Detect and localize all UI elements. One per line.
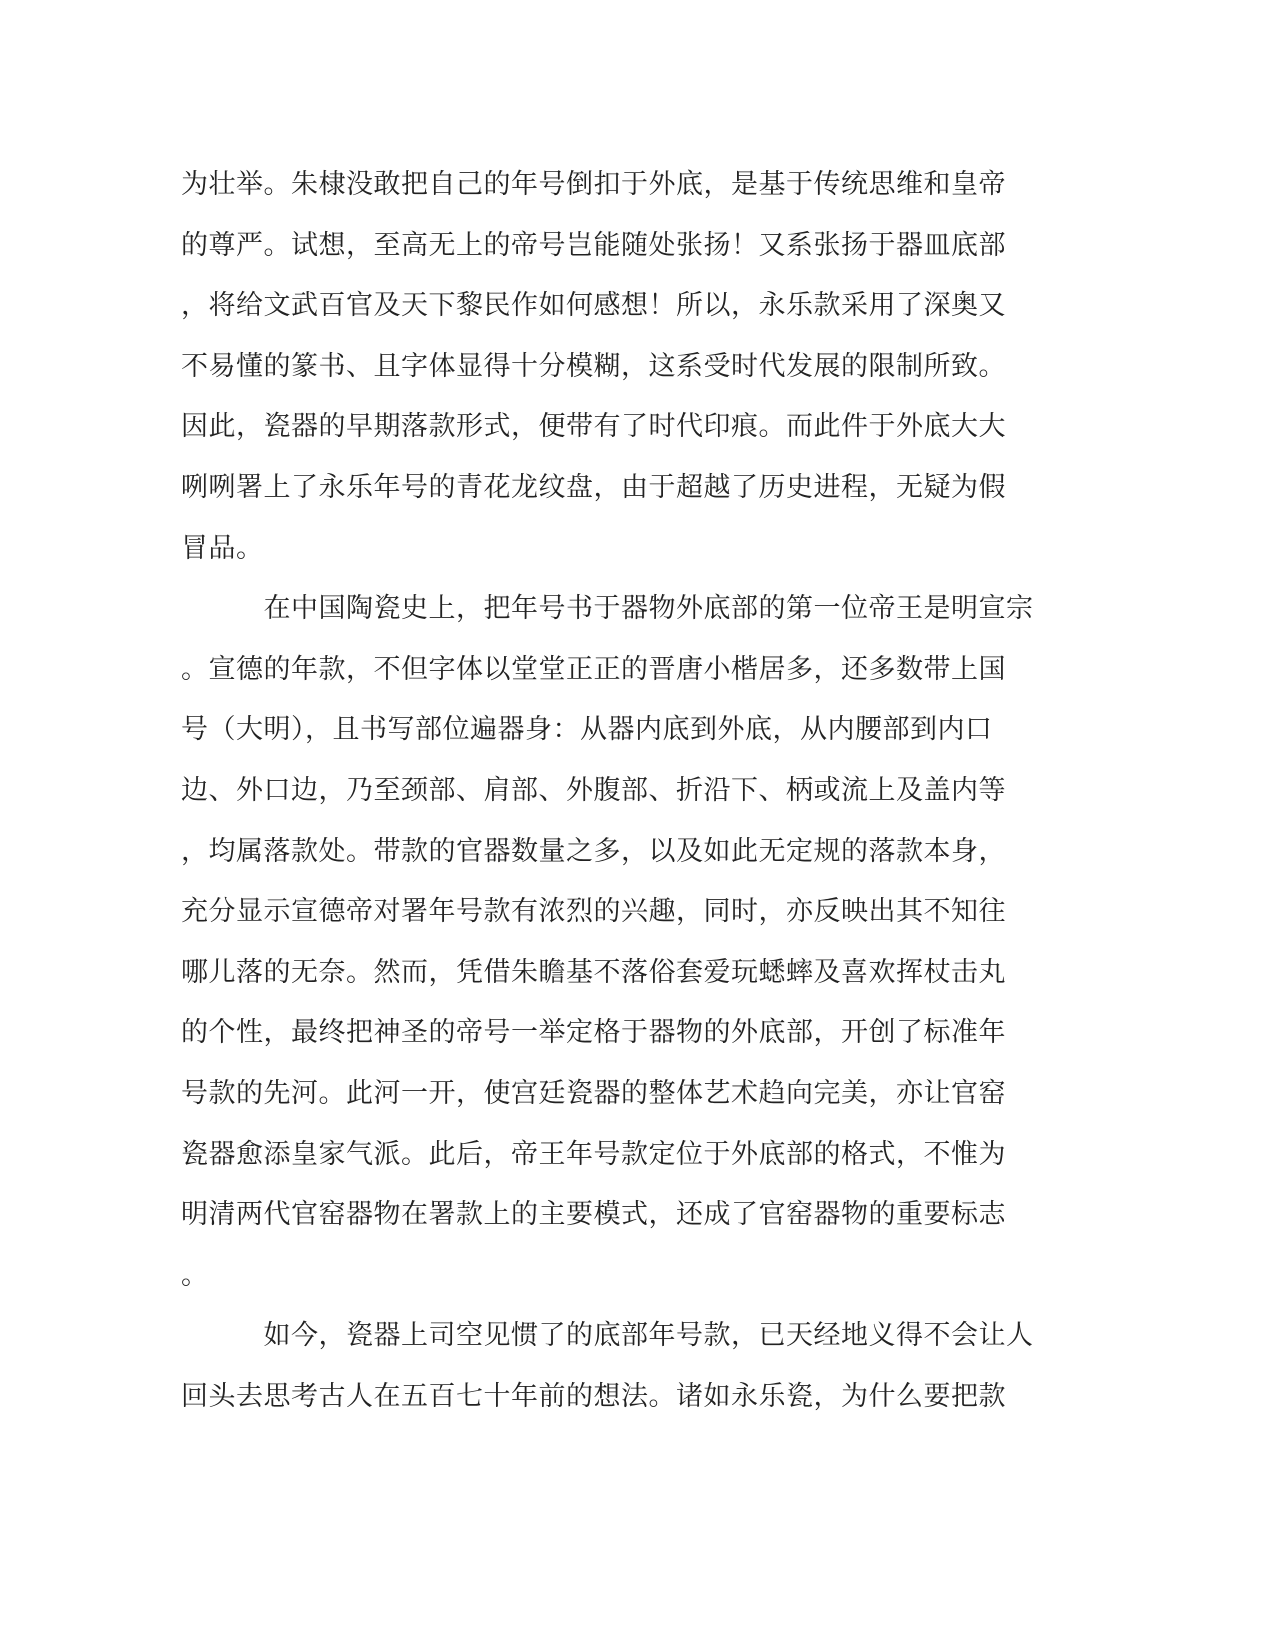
body-text [181,155,1041,1427]
text-line: 号款的先河。此河一开，使宫廷瓷器的整体艺术趋向完美，亦让官窑 [181,1077,1006,1109]
text-line: 咧咧署上了永乐年号的青花龙纹盘，由于超越了历史进程，无疑为假 [181,471,1006,503]
text-line: 号（大明），且书写部位遍器身：从器内底到外底，从内腰部到内口 [181,714,993,746]
text-line: 在中国陶瓷史上，把年号书于器物外底部的第一位帝王是明宣宗 [181,593,1034,625]
text-line: 不易懂的篆书、且字体显得十分模糊，这系受时代发展的限制所致。 [181,350,1006,382]
text-line: ，均属落款处。带款的官器数量之多，以及如此无定规的落款本身， [181,835,1006,867]
text-line: 。宣德的年款，不但字体以堂堂正正的晋唐小楷居多，还多数带上国 [181,653,1006,685]
text-line: 如今，瓷器上司空见惯了的底部年号款，已天经地义得不会让人 [181,1320,1034,1352]
text-line: 。 [181,1259,209,1291]
text-line: 边、外口边，乃至颈部、肩部、外腹部、折沿下、柄或流上及盖内等 [181,774,1006,806]
text-line: 回头去思考古人在五百七十年前的想法。诸如永乐瓷，为什么要把款 [181,1380,1006,1412]
text-line: ，将给文武百官及天下黎民作如何感想！所以，永乐款采用了深奥又 [181,290,1006,322]
text-line: 充分显示宣德帝对署年号款有浓烈的兴趣，同时，亦反映出其不知往 [181,896,1006,928]
text-line: 的尊严。试想，至高无上的帝号岂能随处张扬！又系张扬于器皿底部 [181,229,1006,261]
text-line: 瓷器愈添皇家气派。此后，帝王年号款定位于外底部的格式，不惟为 [181,1138,1006,1170]
text-line: 的个性，最终把神圣的帝号一举定格于器物的外底部，开创了标准年 [181,1017,1006,1049]
text-line: 因此，瓷器的早期落款形式，便带有了时代印痕。而此件于外底大大 [181,411,1006,443]
text-line: 冒品。 [181,532,264,564]
text-line: 明清两代官窑器物在署款上的主要模式，还成了官窑器物的重要标志 [181,1199,1006,1231]
text-line: 哪儿落的无奈。然而，凭借朱瞻基不落俗套爱玩蟋蟀及喜欢挥杖击丸 [181,956,1006,988]
text-line: 为壮举。朱棣没敢把自己的年号倒扣于外底，是基于传统思维和皇帝 [181,169,1006,200]
